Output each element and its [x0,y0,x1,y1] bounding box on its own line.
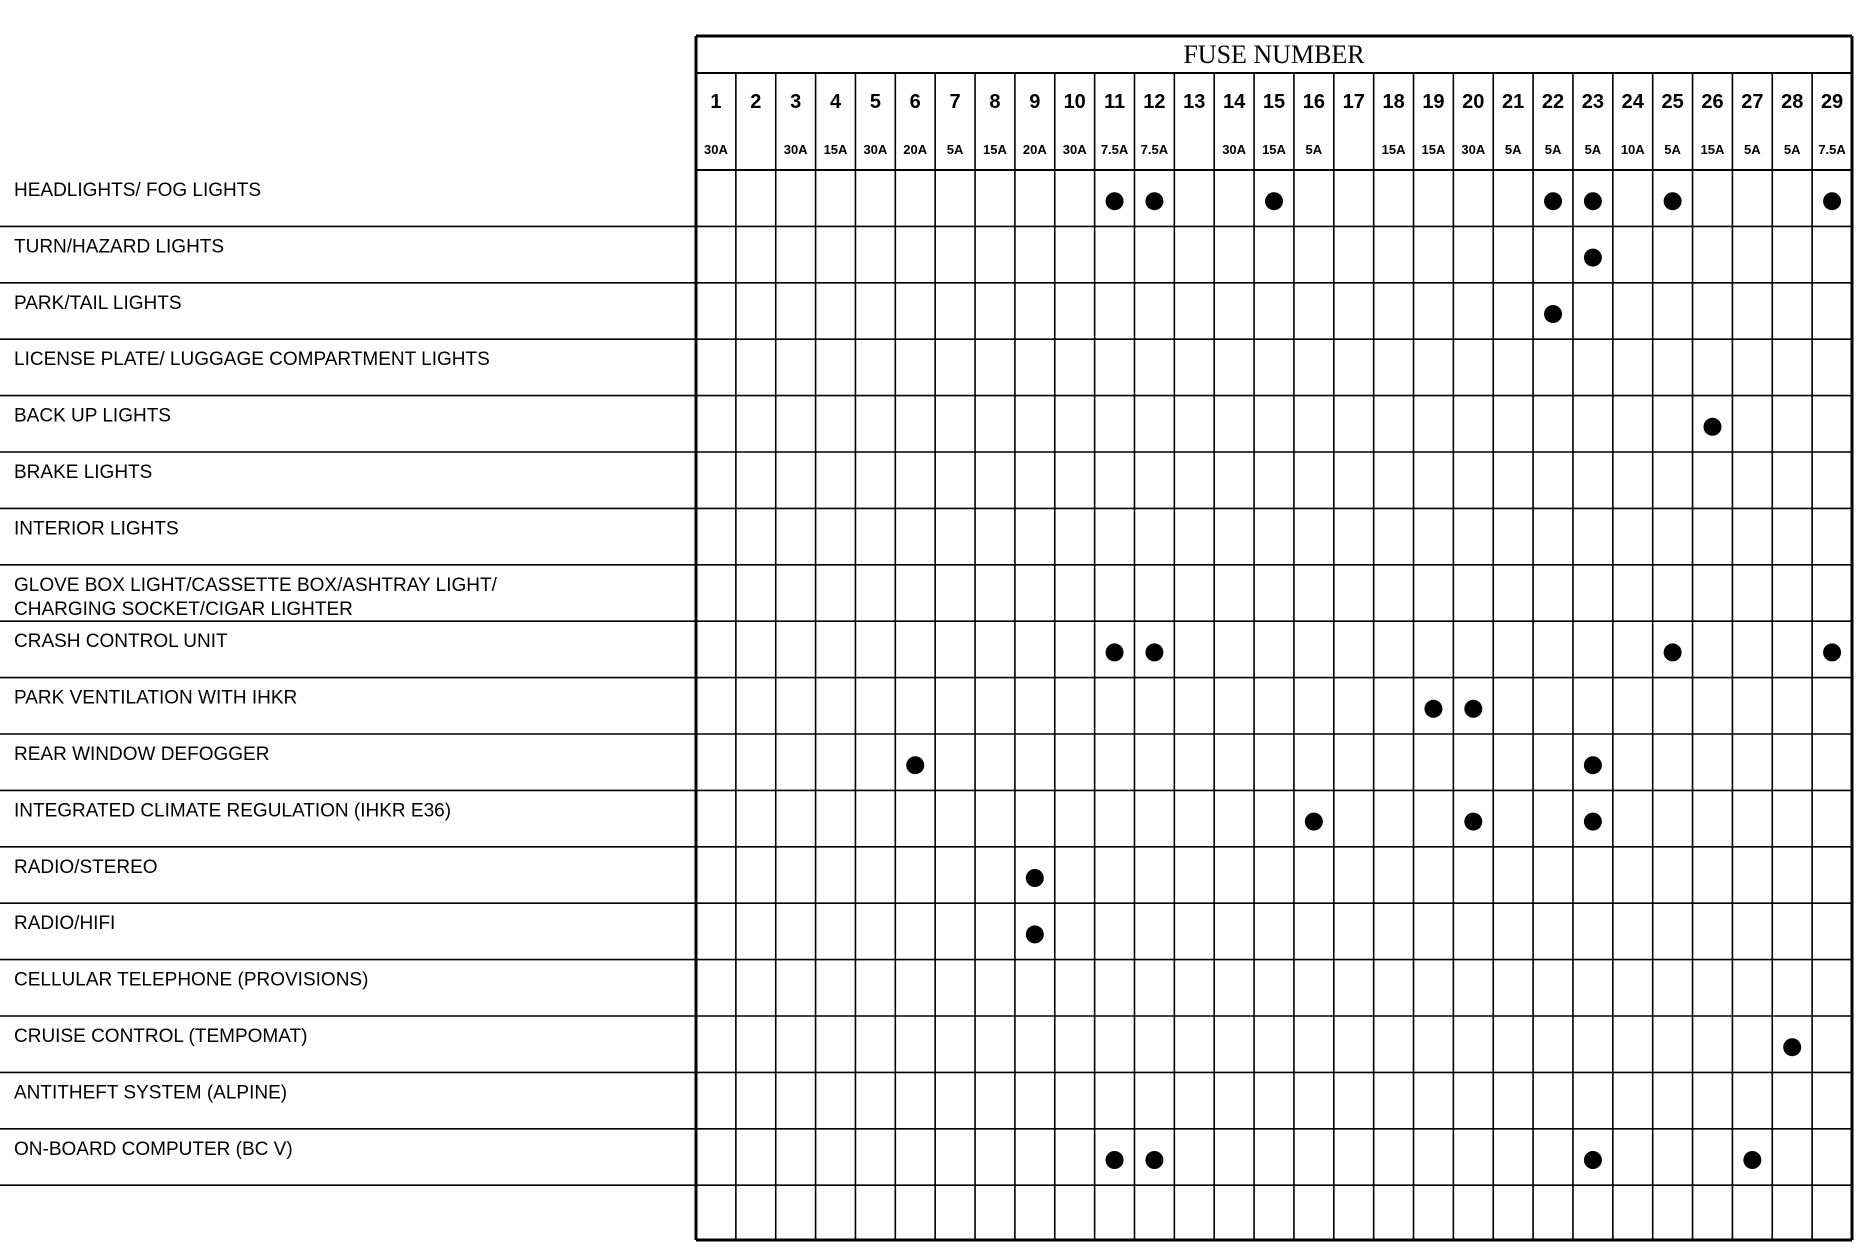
circuit-label: GLOVE BOX LIGHT/CASSETTE BOX/ASHTRAY LIGHT/ [14,574,497,596]
fuse-amperage: 30A [1062,142,1087,157]
fuse-marker [1703,418,1721,436]
fuse-number: 20 [1462,91,1485,113]
chart-title: FUSE NUMBER [1183,40,1365,69]
fuse-number: 7 [949,91,961,113]
circuit-label: ANTITHEFT SYSTEM (ALPINE) [14,1082,288,1104]
fuse-number: 2 [750,91,762,113]
fuse-amperage: 7.5A [1100,142,1129,157]
fuse-marker [1145,643,1163,661]
fuse-marker [1026,869,1044,887]
fuse-number: 8 [989,91,1001,113]
fuse-number: 3 [790,91,802,113]
fuse-amperage: 30A [783,142,808,157]
fuse-marker [1544,192,1562,210]
fuse-marker [1464,700,1482,718]
fuse-marker [906,756,924,774]
circuit-label: PARK VENTILATION WITH IHKR [14,687,298,709]
fuse-number: 13 [1183,91,1206,113]
fuse-marker [1743,1151,1761,1169]
fuse-amperage: 30A [1461,142,1486,157]
fuse-marker [1145,192,1163,210]
fuse-amperage: 5A [1504,142,1522,157]
fuse-amperage: 7.5A [1818,142,1846,157]
fuse-number: 22 [1541,91,1565,113]
fuse-amperage: 20A [903,142,928,157]
fuse-amperage-row [704,142,1846,157]
fuse-marker [1783,1038,1801,1056]
circuit-label: BACK UP LIGHTS [14,405,171,427]
fuse-number: 11 [1103,91,1126,113]
circuit-label: ON-BOARD COMPUTER (BC V) [14,1138,293,1160]
fuse-marker [1464,813,1482,831]
fuse-number: 23 [1581,91,1605,113]
fuse-amperage: 7.5A [1140,142,1169,157]
fuse-number-row [710,91,1843,113]
circuit-label: TURN/HAZARD LIGHTS [14,236,225,258]
fuse-amperage: 15A [1700,142,1725,157]
fuse-number: 19 [1422,91,1445,113]
fuse-number: 25 [1661,91,1684,113]
fuse-number: 9 [1029,91,1041,113]
fuse-amperage: 5A [1783,142,1801,157]
circuit-label: INTEGRATED CLIMATE REGULATION (IHKR E36) [14,800,452,822]
fuse-number: 10 [1063,91,1086,113]
circuit-labels [14,180,498,1160]
fuse-number: 6 [909,91,921,113]
fuse-marker [1026,925,1044,943]
circuit-label: CELLULAR TELEPHONE (PROVISIONS) [14,969,369,991]
fuse-number: 21 [1502,91,1525,113]
fuse-marker [1106,192,1124,210]
fuse-number: 29 [1820,91,1844,113]
fuse-marker [1584,813,1602,831]
fuse-marker [1584,1151,1602,1169]
fuse-marker [1544,305,1562,323]
circuit-label: PARK/TAIL LIGHTS [14,292,182,314]
fuse-number: 24 [1621,91,1644,113]
fuse-amperage: 5A [1744,142,1761,157]
fuse-number: 27 [1741,91,1764,113]
fuse-marker [1584,249,1602,267]
fuse-amperage: 15A [1262,142,1286,157]
circuit-label: CRASH CONTROL UNIT [14,631,228,653]
fuse-marker [1664,192,1682,210]
circuit-label: CRUISE CONTROL (TEMPOMAT) [14,1026,308,1047]
fuse-marker [1664,643,1682,661]
fuse-number: 16 [1302,91,1325,113]
fuse-amperage: 15A [823,142,848,157]
fuse-marker [1584,192,1602,210]
fuse-number: 18 [1382,91,1405,113]
fuse-marker [1424,700,1442,718]
fuse-amperage: 5A [1584,142,1602,157]
fuse-marker [1823,192,1841,210]
fuse-amperage: 5A [1544,142,1562,157]
grid-lines [0,36,1852,1240]
fuse-number: 1 [710,91,722,113]
circuit-label: CHARGING SOCKET/CIGAR LIGHTER [14,598,353,620]
fuse-number: 17 [1342,91,1365,113]
fuse-marker [1106,1151,1124,1169]
fuse-marker [1106,643,1124,661]
fuse-amperage: 5A [1664,142,1681,157]
circuit-label: HEADLIGHTS/ FOG LIGHTS [14,180,262,201]
circuit-label: LICENSE PLATE/ LUGGAGE COMPARTMENT LIGHTS [14,349,490,371]
circuit-label: INTERIOR LIGHTS [14,518,179,540]
fuse-marker [1145,1151,1163,1169]
circuit-label: RADIO/STEREO [14,856,158,878]
fuse-marker [1584,756,1602,774]
fuse-number: 15 [1262,91,1286,113]
fuse-number: 12 [1143,91,1166,113]
circuit-label: RADIO/HIFI [14,913,116,935]
fuse-amperage: 30A [863,142,888,157]
fuse-amperage: 15A [983,142,1007,157]
fuse-amperage: 15A [1421,142,1446,157]
fuse-number: 5 [869,91,881,113]
circuit-label: BRAKE LIGHTS [14,462,153,483]
fuse-amperage: 5A [1305,142,1323,157]
fuse-amperage: 5A [946,142,964,157]
fuse-number: 4 [829,91,842,113]
fuse-amperage: 30A [1222,142,1247,157]
fuse-amperage: 20A [1022,142,1047,157]
fuse-amperage: 15A [1381,142,1406,157]
chart-header [1183,40,1365,69]
fuse-marker [1823,643,1841,661]
fuse-marker [1305,813,1323,831]
fuse-amperage: 10A [1620,142,1645,157]
fuse-amperage: 30A [704,142,728,157]
fuse-number: 28 [1781,91,1804,113]
fuse-number: 14 [1223,91,1246,113]
fuse-number: 26 [1701,91,1724,113]
circuit-label: REAR WINDOW DEFOGGER [14,744,270,765]
fuse-marker [1265,192,1283,210]
